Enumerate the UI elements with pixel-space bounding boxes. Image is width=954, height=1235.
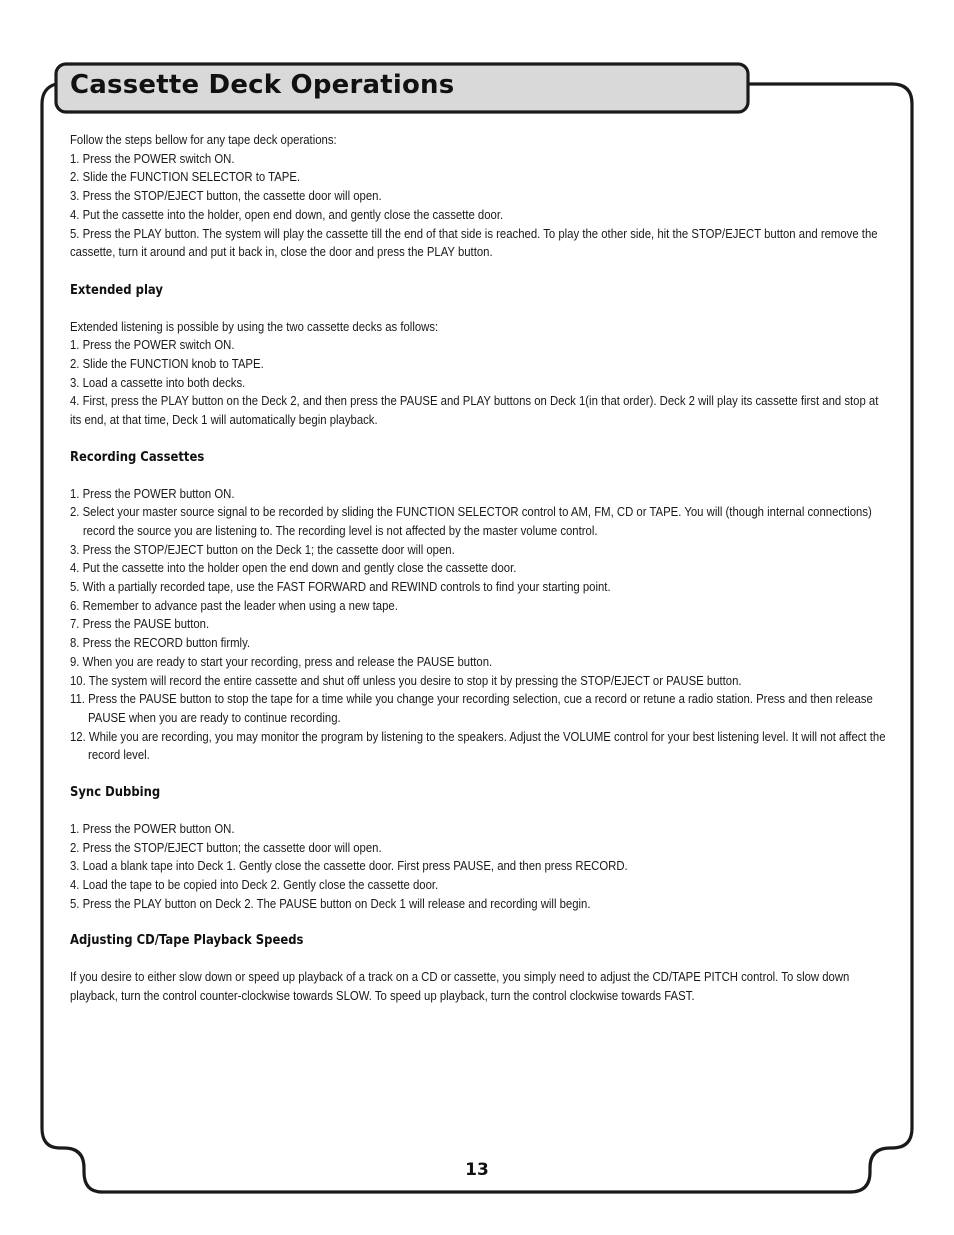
intro-step: 1. Press the POWER switch ON. (70, 150, 235, 166)
recording-step: 3. Press the STOP/EJECT button on the Deck 1; the cassette door will open. (70, 541, 455, 557)
recording-step: 12. While you are recording, you may monitor the program by listening to the speakers. Adjust the VOLUME control for your best listening level. It will not affect the record level. (70, 728, 886, 763)
extended-play-section (70, 318, 890, 430)
page-number: 13 (465, 1160, 489, 1180)
recording-step: 9. When you are ready to start your recording, press and release the PAUSE button. (70, 653, 493, 669)
sync-dubbing-step: 2. Press the STOP/EJECT button; the cassette door will open. (70, 839, 382, 855)
intro-section (70, 131, 890, 262)
extended-play-step: 1. Press the POWER switch ON. (70, 337, 235, 353)
extended-play-step: 2. Slide the FUNCTION knob to TAPE. (70, 356, 264, 372)
sync-dubbing-heading: Sync Dubbing (70, 784, 161, 801)
recording-step: 8. Press the RECORD button firmly. (70, 635, 251, 651)
page-content (70, 131, 890, 1005)
recording-section (70, 485, 890, 766)
extended-play-heading: Extended play (70, 281, 163, 298)
extended-play-lead: Extended listening is possible by using the two cassette decks as follows: (70, 318, 439, 334)
recording-step: 1. Press the POWER button ON. (70, 485, 235, 501)
sync-dubbing-step: 1. Press the POWER button ON. (70, 820, 235, 836)
recording-step: 11. Press the PAUSE button to stop the tape for a time while you change your recording selection, cue a record or retune a radio station. Press and then release PAUSE when you are ready to continue recording. (70, 691, 873, 725)
recording-heading: Recording Cassettes (70, 448, 205, 465)
recording-step: 2. Select your master source signal to be recorded by sliding the FUNCTION SELECTOR control to AM, FM, CD or TAPE. You will (though internal connections) record the source you are listening to. The recording level is not affected by the master volume control. (70, 504, 872, 538)
sync-dubbing-step: 3. Load a blank tape into Deck 1. Gently close the cassette door. First press PAUSE, and then press RECORD. (70, 858, 628, 874)
recording-step: 4. Put the cassette into the holder open the end down and gently close the cassette door. (70, 560, 517, 576)
sync-dubbing-section (70, 820, 890, 914)
extended-play-step: 4. First, press the PLAY button on the Deck 2, and then press the PAUSE and PLAY buttons on Deck 1(in that order). Deck 2 will play its cassette first and stop at its end, at that time, Deck 1 will automatically begin playback. (70, 393, 879, 428)
playback-speeds-heading: Adjusting CD/Tape Playback Speeds (70, 932, 304, 949)
extended-play-step: 3. Load a cassette into both decks. (70, 374, 246, 390)
playback-speeds-body: If you desire to either slow down or speed up playback of a track on a CD or cassette, you simply need to adjust the CD/TAPE PITCH control. To slow down playback, turn the control counter-clockwise towards SLOW. To speed up playback, turn the control clockwise towards FAST. (70, 969, 850, 1003)
intro-lead: Follow the steps bellow for any tape deck operations: (70, 132, 337, 147)
recording-step: 6. Remember to advance past the leader when using a new tape. (70, 597, 398, 613)
recording-step: 10. The system will record the entire cassette and shut off unless you desire to stop it by pressing the STOP/EJECT or PAUSE button. (70, 672, 742, 688)
intro-step: 5. Press the PLAY button. The system will play the cassette till the end of that side is reached. To play the other side, hit the STOP/EJECT button and remove the cassette, turn it around and put it back in, close the door and press the PLAY button. (70, 225, 878, 260)
intro-step: 4. Put the cassette into the holder, open end down, and gently close the cassette door. (70, 206, 504, 222)
intro-step: 2. Slide the FUNCTION SELECTOR to TAPE. (70, 169, 301, 185)
sync-dubbing-step: 5. Press the PLAY button on Deck 2. The PAUSE button on Deck 1 will release and recording will begin. (70, 895, 591, 911)
page-title: Cassette Deck Operations (70, 70, 455, 100)
recording-step: 5. With a partially recorded tape, use the FAST FORWARD and REWIND controls to find your starting point. (70, 579, 611, 595)
intro-step: 3. Press the STOP/EJECT button, the cassette door will open. (70, 188, 382, 204)
recording-step: 7. Press the PAUSE button. (70, 616, 210, 632)
sync-dubbing-step: 4. Load the tape to be copied into Deck 2. Gently close the cassette door. (70, 876, 439, 892)
